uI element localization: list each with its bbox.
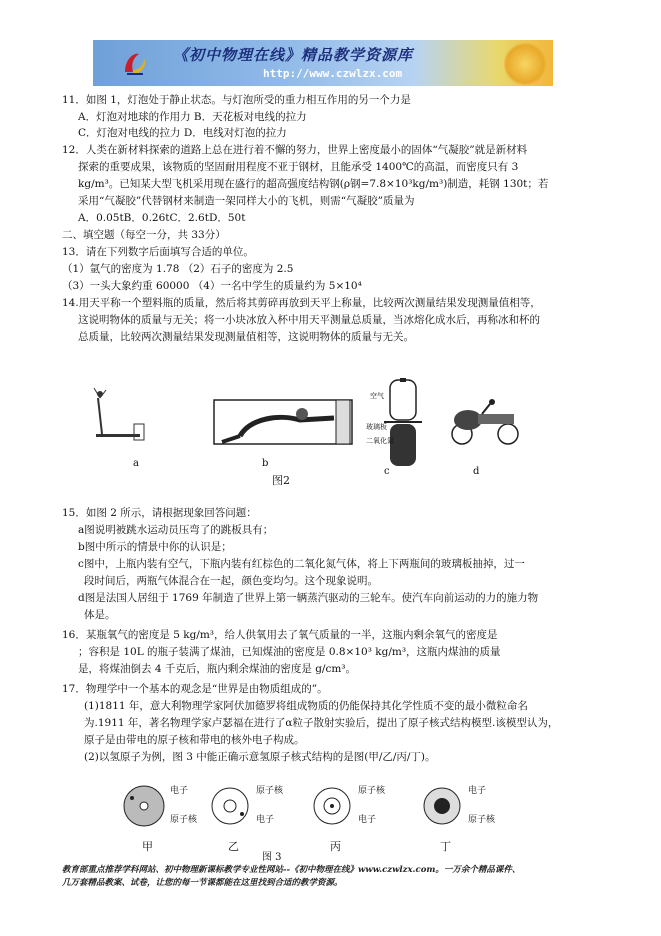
atom-bing-diagram: [310, 784, 354, 828]
q11-options-cd: C．灯泡对电线的拉力 D．电线对灯泡的拉力: [78, 127, 287, 139]
atom-ding-label: 丁: [440, 840, 451, 853]
q13-stem: 13．请在下列数字后面填写合适的单位。: [62, 246, 254, 258]
q16-line-1: 16．某瓶氧气的密度是 5 kg/m³，给人供氧用去了氧气质量的一半，这瓶内剩余氧气的密度是: [62, 629, 498, 641]
q15-item-c-1: c图中，上瓶内装有空气，下瓶内装有红棕色的二氧化氮气体，将上下两瓶间的玻璃板抽掉，过一: [78, 558, 525, 570]
figure-2-label-b: b: [262, 458, 269, 469]
figure-2a-diving-board: [94, 388, 144, 440]
q14-line-3: 总质量，比较两次测量结果发现测量值相等，这说明物体的质量与无关。: [78, 331, 414, 343]
q14-line-2: 这说明物体的质量与无关；将一小块冰放入杯中用天平测量总质量，当冰熔化成水后，再称冰和杯的: [78, 314, 540, 326]
q16-line-2: ；容积是 10L 的瓶子装满了煤油，已知煤油的密度是 0.8×10³ kg/m³，这瓶内煤油的质量: [78, 646, 501, 658]
q12-line-3: kg/m³。已知某大型飞机采用现在盛行的超高强度结构钢(ρ钢=7.8×10³kg/m³)制造，耗钢 130t；若: [78, 178, 549, 190]
q15-item-a: a图说明被跳水运动员压弯了的跳板具有；: [78, 524, 274, 536]
atom-bing-nucleus-label: 原子核: [358, 786, 386, 796]
header-banner: [93, 40, 553, 86]
section-fill-in-heading: 二、填空题（每空一分，共 33分）: [62, 229, 226, 241]
atom-jia-electron-label: 电子: [170, 786, 189, 796]
q11-options-ab: A．灯泡对地球的作用力 B．天花板对电线的拉力: [78, 111, 307, 123]
q13-items-1-2: （1）氩气的密度为 1.78 （2）石子的密度为 2.5: [62, 263, 294, 275]
atom-ding-electron-label: 电子: [468, 786, 487, 796]
q13-items-3-4: （3）一头大象约重 60000 （4）一名中学生的质量约为 5×10⁴: [62, 280, 362, 292]
atom-yi-label: 乙: [228, 840, 239, 853]
q15-item-b: b图中所示的情景中你的认识是；: [78, 541, 232, 553]
page-footer: [62, 864, 602, 890]
site-logo-icon: [121, 48, 151, 78]
q17-part2: (2)以氢原子为例，图 3 中能正确示意氢原子核式结构的是图(甲/乙/丙/丁)。: [84, 751, 436, 763]
q17-part1-line-3: 原子是由带电的原子核和带电的核外电子构成。: [84, 734, 305, 746]
q15-item-c-2: 段时间后，两瓶气体混合在一起，颜色变均匀。这个现象说明。: [84, 575, 378, 587]
atom-yi-diagram: [208, 784, 252, 828]
q16-line-3: 是，将煤油倒去 4 千克后，瓶内剩余煤油的密度是 g/cm³。: [78, 663, 356, 675]
atom-bing-label: 丙: [330, 840, 341, 853]
q14-line-1: 14.用天平称一个塑料瓶的质量，然后将其剪碎再放到天平上称量，比较两次测量结果发现测量值相等，: [62, 297, 541, 309]
q12-line-2: 探索的重要成果，该物质的坚固耐用程度不亚于钢材，且能承受 1400℃的高温，而密度只有 3: [78, 161, 519, 173]
figure-3-caption: 图 3: [262, 852, 282, 863]
sunflower-decoration: [503, 42, 547, 86]
jar-label-glass: 玻璃板: [366, 423, 387, 431]
q15-stem: 15．如图 2 所示，请根据现象回答问题：: [62, 507, 257, 519]
atom-jia-nucleus-label: 原子核: [170, 815, 198, 825]
q17-part1-line-2: 为.1911 年，著名物理学家卢瑟福在进行了α粒子散射实验后，提出了原子核式结构模型.该模型认为，: [84, 717, 559, 729]
q15-item-d-1: d图是法国人居纽于 1769 年制造了世界上第一辆蒸汽驱动的三轮车。使汽车向前运动的力的施力物: [78, 592, 539, 604]
figure-2-caption: 图2: [272, 474, 290, 487]
atom-yi-nucleus-label: 原子核: [256, 786, 284, 796]
jar-label-no2: 二氧化氮: [366, 437, 394, 445]
figure-2-label-c: c: [384, 466, 390, 477]
figure-2-label-d: d: [473, 466, 480, 477]
atom-bing-electron-label: 电子: [358, 815, 377, 825]
q12-options: A．0.05tB．0.26tC．2.6tD．50t: [78, 212, 246, 224]
figure-2b-pushing-wall: [214, 400, 352, 444]
banner-url: http://www.czwlzx.com: [263, 67, 403, 80]
q11-stem: 11．如图 1，灯泡处于静止状态。与灯泡所受的重力相互作用的另一个力是: [62, 94, 411, 106]
figure-2d-steam-tricycle: [452, 399, 518, 444]
q12-line-1: 12．人类在新材料探索的道路上总在进行着不懈的努力，世界上密度最小的固体“气凝胶”就是新材料: [62, 144, 528, 156]
figure-2: [90, 378, 530, 484]
q17-part1-line-1: (1)1811 年，意大利物理学家阿伏加德罗将组成物质的仍能保持其化学性质不变的最小微粒命名: [84, 700, 528, 712]
q17-stem: 17．物理学中一个基本的观念是“世界是由物质组成的”。: [62, 683, 328, 695]
atom-ding-diagram: [420, 784, 464, 828]
atom-jia-diagram: [122, 784, 166, 828]
q15-item-d-2: 体是。: [84, 609, 116, 621]
footer-line-2: 几万套精品教案、试卷，让您的每一节课都能在这里找到合适的教学资源。: [62, 878, 343, 888]
figure-2-label-a: a: [133, 458, 139, 469]
banner-title: 《初中物理在线》精品教学资源库: [173, 46, 414, 64]
atom-yi-electron-label: 电子: [256, 815, 275, 825]
atom-jia-label: 甲: [142, 840, 153, 853]
atom-ding-nucleus-label: 原子核: [468, 815, 496, 825]
figure-2c-gas-jars: [384, 378, 422, 466]
jar-label-air: 空气: [370, 392, 384, 400]
q12-line-4: 采用“气凝胶”代替钢材来制造一架同样大小的飞机，则需“气凝胶”质量为: [78, 195, 415, 207]
footer-line-1: 教育部重点推荐学科网站、初中物理新课标教学专业性网站--《初中物理在线》www.czwlzx.com。一万余个精品课件、: [62, 865, 521, 875]
